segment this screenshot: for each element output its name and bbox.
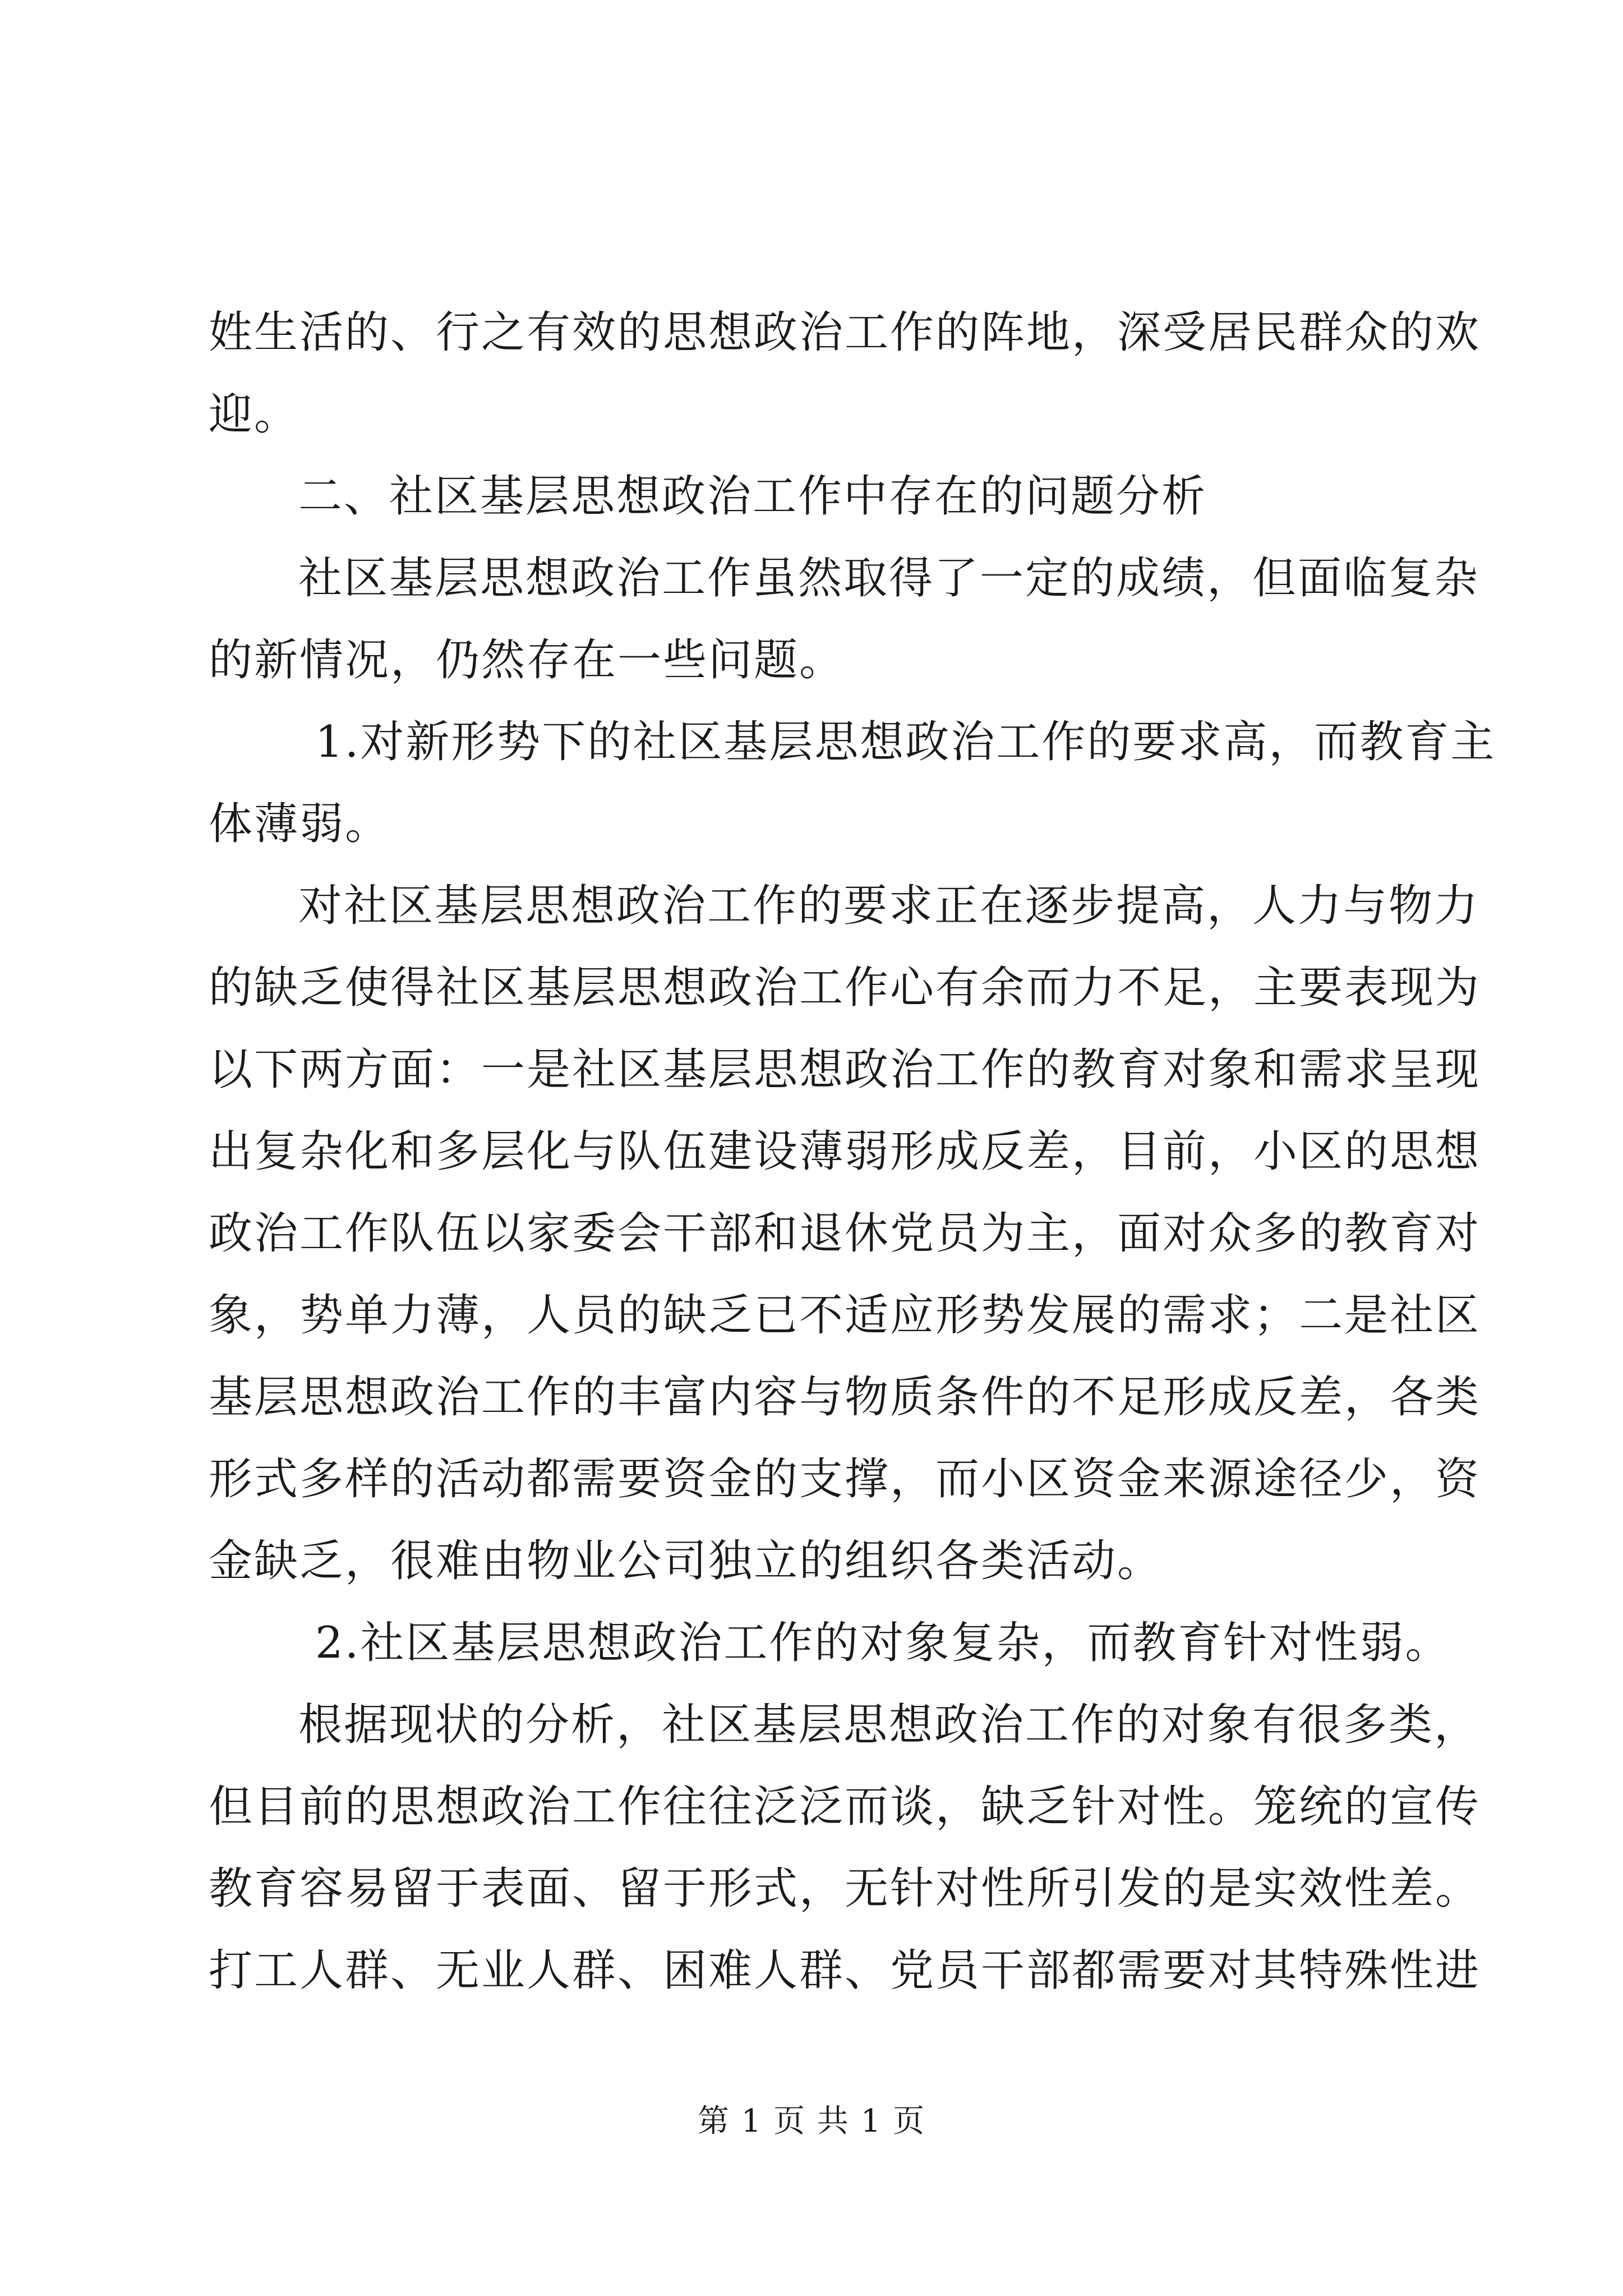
text-line: 基层思想政治工作的丰富内容与物质条件的不足形成反差，各类: [209, 1372, 1481, 1423]
text-line: 体薄弱。: [209, 799, 391, 849]
text-line: 迎。: [209, 389, 300, 440]
text-line: 以下两方面：一是社区基层思想政治工作的教育对象和需求呈现: [209, 1045, 1481, 1095]
text-line: 形式多样的活动都需要资金的支撑，而小区资金来源途径少，资: [209, 1454, 1481, 1504]
body-text: [209, 292, 1496, 2012]
text-line: 象，势单力薄，人员的缺乏已不适应形势发展的需求；二是社区: [209, 1290, 1481, 1341]
subheading: 1.对新形势下的社区基层思想政治工作的要求高，而教育主: [315, 717, 1496, 767]
text-line: 金缺乏，很难由物业公司独立的组织各类活动。: [209, 1536, 1163, 1586]
text-line: 姓生活的、行之有效的思想政治工作的阵地，深受居民群众的欢: [209, 307, 1481, 358]
text-line: 对社区基层思想政治工作的要求正在逐步提高，人力与物力: [298, 881, 1480, 931]
text-line: 的缺乏使得社区基层思想政治工作心有余而力不足，主要表现为: [209, 963, 1481, 1013]
page-footer: 第 1 页 共 1 页: [697, 2103, 926, 2139]
text-line: 但目前的思想政治工作往往泛泛而谈，缺乏针对性。笼统的宣传: [209, 1782, 1481, 1832]
text-line: 政治工作队伍以家委会干部和退休党员为主，面对众多的教育对: [209, 1208, 1481, 1259]
text-line: 出复杂化和多层化与队伍建设薄弱形成反差，目前，小区的思想: [209, 1126, 1481, 1177]
text-line: 教育容易留于表面、留于形式，无针对性所引发的是实效性差。: [209, 1864, 1481, 1914]
subheading: 2.社区基层思想政治工作的对象复杂，而教育针对性弱。: [315, 1618, 1451, 1668]
text-line: 根据现状的分析，社区基层思想政治工作的对象有很多类，: [298, 1700, 1480, 1750]
text-line: 的新情况，仍然存在一些问题。: [209, 635, 845, 685]
text-line: 打工人群、无业人群、困难人群、党员干部都需要对其特殊性进: [209, 1945, 1481, 1996]
text-line: 社区基层思想政治工作虽然取得了一定的成绩，但面临复杂: [298, 553, 1480, 604]
section-heading: 二、社区基层思想政治工作中存在的问题分析: [298, 471, 1207, 522]
